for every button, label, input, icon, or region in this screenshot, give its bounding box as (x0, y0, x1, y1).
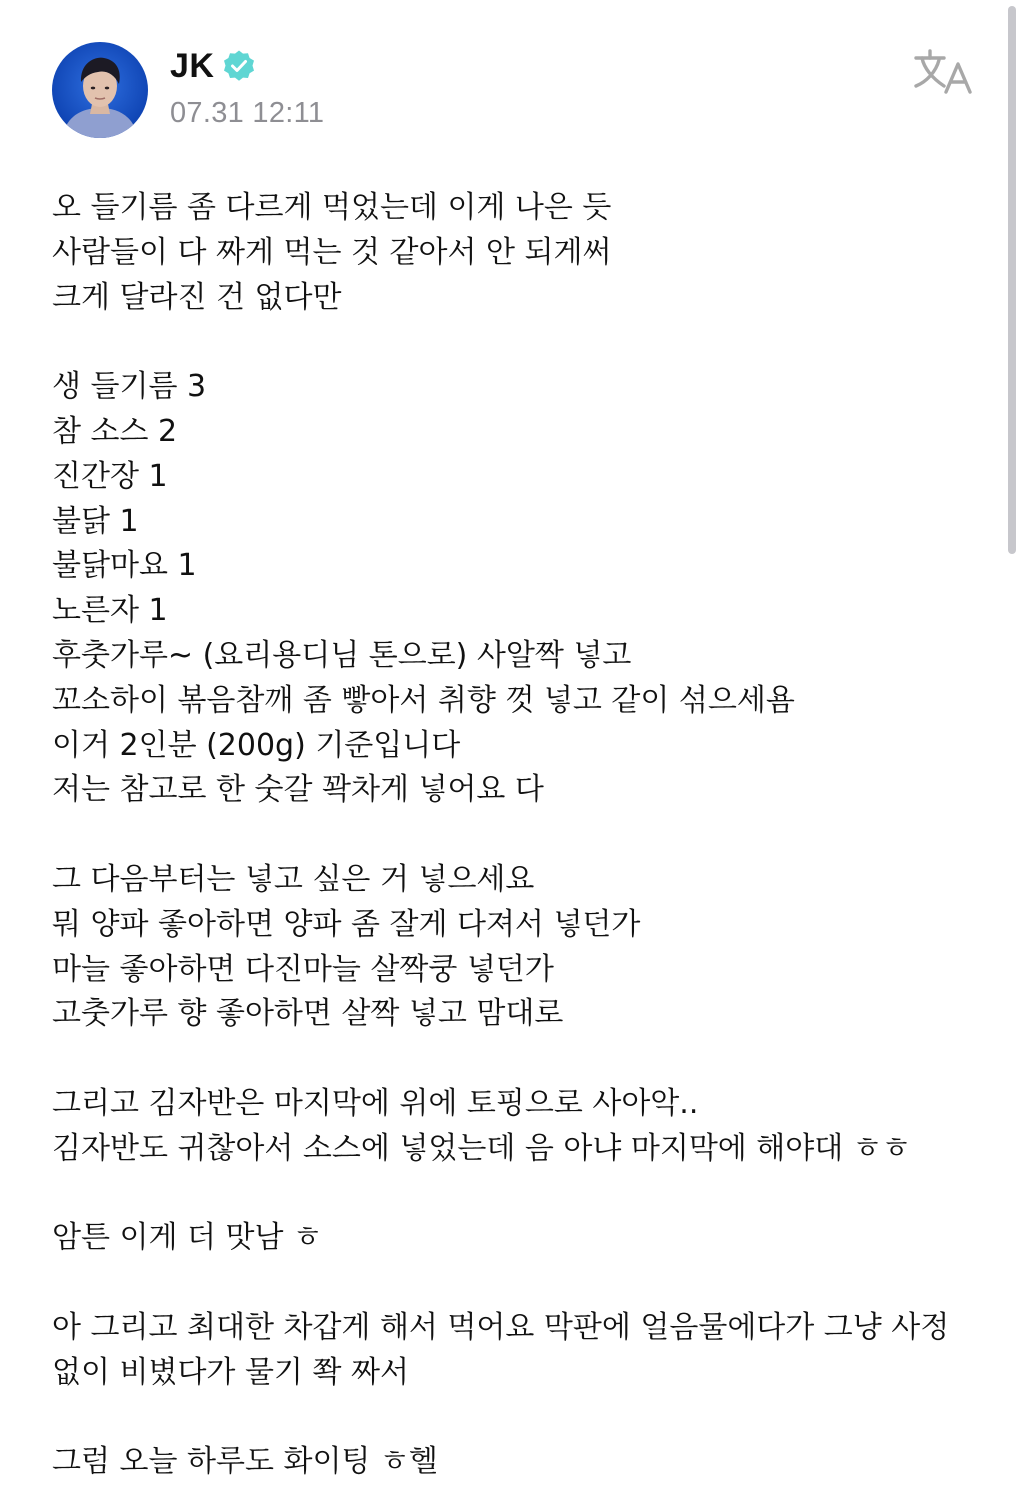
post-text-line: 노른자 1 (52, 593, 168, 629)
paragraph-gap (52, 1261, 982, 1306)
avatar-image (52, 42, 148, 138)
post-text-line: 불닭마요 1 (52, 548, 197, 584)
translate-icon (912, 46, 974, 98)
paragraph-7 (52, 1440, 982, 1485)
post-text-line: 그 다음부터는 넣고 싶은 거 넣으세요 (52, 861, 535, 897)
paragraph-gap (52, 320, 982, 365)
author-name-row (170, 44, 256, 88)
paragraph-5 (52, 1216, 982, 1261)
post-text-line: 꼬소하이 볶음참깨 좀 빻아서 취향 껏 넣고 같이 섞으세욤 (52, 682, 795, 718)
translate-button[interactable] (912, 46, 974, 98)
post-text-line: 생 들기름 3 (52, 369, 207, 405)
post-text-line: 고춧가루 향 좋아하면 살짝 넣고 맘대로 (52, 996, 564, 1032)
post-body (52, 186, 982, 1485)
post-text-line: 마늘 좋아하면 다진마늘 살짝쿵 넣던가 (52, 951, 554, 987)
paragraph-gap (52, 1396, 982, 1441)
post-text-line: 암튼 이게 더 맛남 ㅎ (52, 1220, 322, 1256)
post-text-line: 사람들이 다 짜게 먹는 것 같아서 안 되게써 (52, 234, 612, 270)
post-text-line: 그리고 김자반은 마지막에 위에 토핑으로 사아악.. (52, 1085, 699, 1121)
post-text-line: 크게 달라진 건 없다만 (52, 279, 342, 315)
post-text-line: 불닭 1 (52, 503, 139, 539)
post-text-line: 아 그리고 최대한 차갑게 해서 먹어요 막판에 얼음물에다가 그냥 사정 (52, 1309, 950, 1345)
author-name[interactable]: JK (170, 46, 215, 85)
paragraph-gap (52, 1172, 982, 1217)
post-text-line: 저는 참고로 한 숫갈 꽉차게 넣어요 다 (52, 772, 544, 808)
paragraph-gap (52, 813, 982, 858)
post-text-line: 그럼 오늘 하루도 화이팅 ㅎ헬 (52, 1444, 438, 1480)
paragraph-3 (52, 858, 982, 1037)
post-text-line: 뭐 양파 좋아하면 양파 좀 잘게 다져서 넣던가 (52, 906, 641, 942)
post-text-line: 김자반도 귀찮아서 소스에 넣었는데 음 아냐 마지막에 해야대 ㅎㅎ (52, 1130, 911, 1166)
post-text-line: 참 소스 2 (52, 413, 178, 449)
paragraph-2 (52, 365, 982, 813)
post-text-line: 오 들기름 좀 다르게 먹었는데 이게 나은 듯 (52, 190, 612, 225)
paragraph-gap (52, 1037, 982, 1082)
post-header (0, 0, 1024, 150)
verified-badge-icon (222, 49, 256, 83)
post-timestamp: 07.31 12:11 (170, 97, 325, 129)
post-text-line: 진간장 1 (52, 458, 168, 494)
post-text-line: 후춧가루~ (요리용디님 톤으로) 사알짝 넣고 (52, 637, 632, 673)
paragraph-4 (52, 1082, 982, 1172)
author-avatar[interactable] (52, 42, 148, 138)
post-text-line: 이거 2인분 (200g) 기준입니다 (52, 727, 461, 763)
post-text-line: 없이 비볐다가 물기 쫙 짜서 (52, 1354, 409, 1390)
paragraph-6 (52, 1306, 982, 1396)
paragraph-1 (52, 186, 982, 320)
vertical-scrollbar[interactable] (1008, 6, 1016, 554)
